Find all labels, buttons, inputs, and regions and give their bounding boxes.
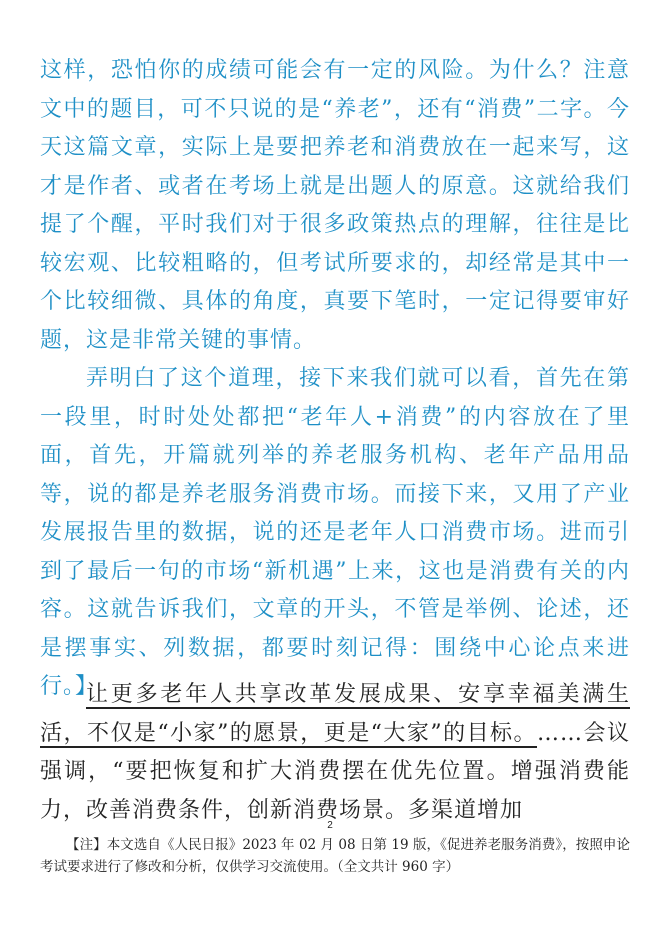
analysis-paragraph-1: 这样，恐怕你的成绩可能会有一定的风险。为什么？注意文中的题目，可不只说的是“养老”，还有“消费”二字。今天这篇文章，实际上是要把养老和消费放在一起来写，这才是作者、或者在考场上就是出题人的原意。这就给我们提了个醒，平时我们对于很多政策热点的理解，往往是比较宏观、比较粗略的，但考试所要求的，却经常是其中一个比较细微、具体的角度，真要下笔时，一定记得要审好题，这是非常关键的事情。 <box>40 58 630 353</box>
footnote <box>40 834 630 878</box>
page-number: 2 <box>327 820 333 831</box>
source-continuation: 会议强调，“要把恢复和扩大消费摆在优先位置。增强消费能力，改善消费条件，创新消费场景。多渠道增加 <box>40 720 630 823</box>
source-paragraph <box>40 676 630 830</box>
underlined-key-sentence: 让更多老年人共享改革发展成果、安享幸福美满生活，不仅是“小家”的愿景，更是“大家”的目标。 <box>40 682 630 746</box>
ellipsis: …… <box>537 720 584 746</box>
source-article-excerpt <box>40 676 630 830</box>
analysis-commentary <box>40 52 630 707</box>
footnote-text: 【注】本文选自《人民日报》2023 年 02 月 08 日第 19 版，《促进养老服务消费》，按照申论考试要求进行了修改和分析，仅供学习交流使用。（全文共计 960 字） <box>40 837 630 875</box>
analysis-paragraph-2: 弄明白了这个道理，接下来我们就可以看，首先在第一段里，时时处处都把“老年人+消费”的内容放在了里面，首先，开篇就列举的养老服务机构、老年产品用品等，说的都是养老服务消费市场。而接下来，又用了产业发展报告里的数据，说的还是老年人口消费市场。进而引到了最后一句的市场“新机遇”上来，这也是消费有关的内容。这就告诉我们，文章的开头，不管是举例、论述，还是摆事实、列数据，都要时刻记得：围绕中心论点来进行。】 <box>40 366 630 699</box>
